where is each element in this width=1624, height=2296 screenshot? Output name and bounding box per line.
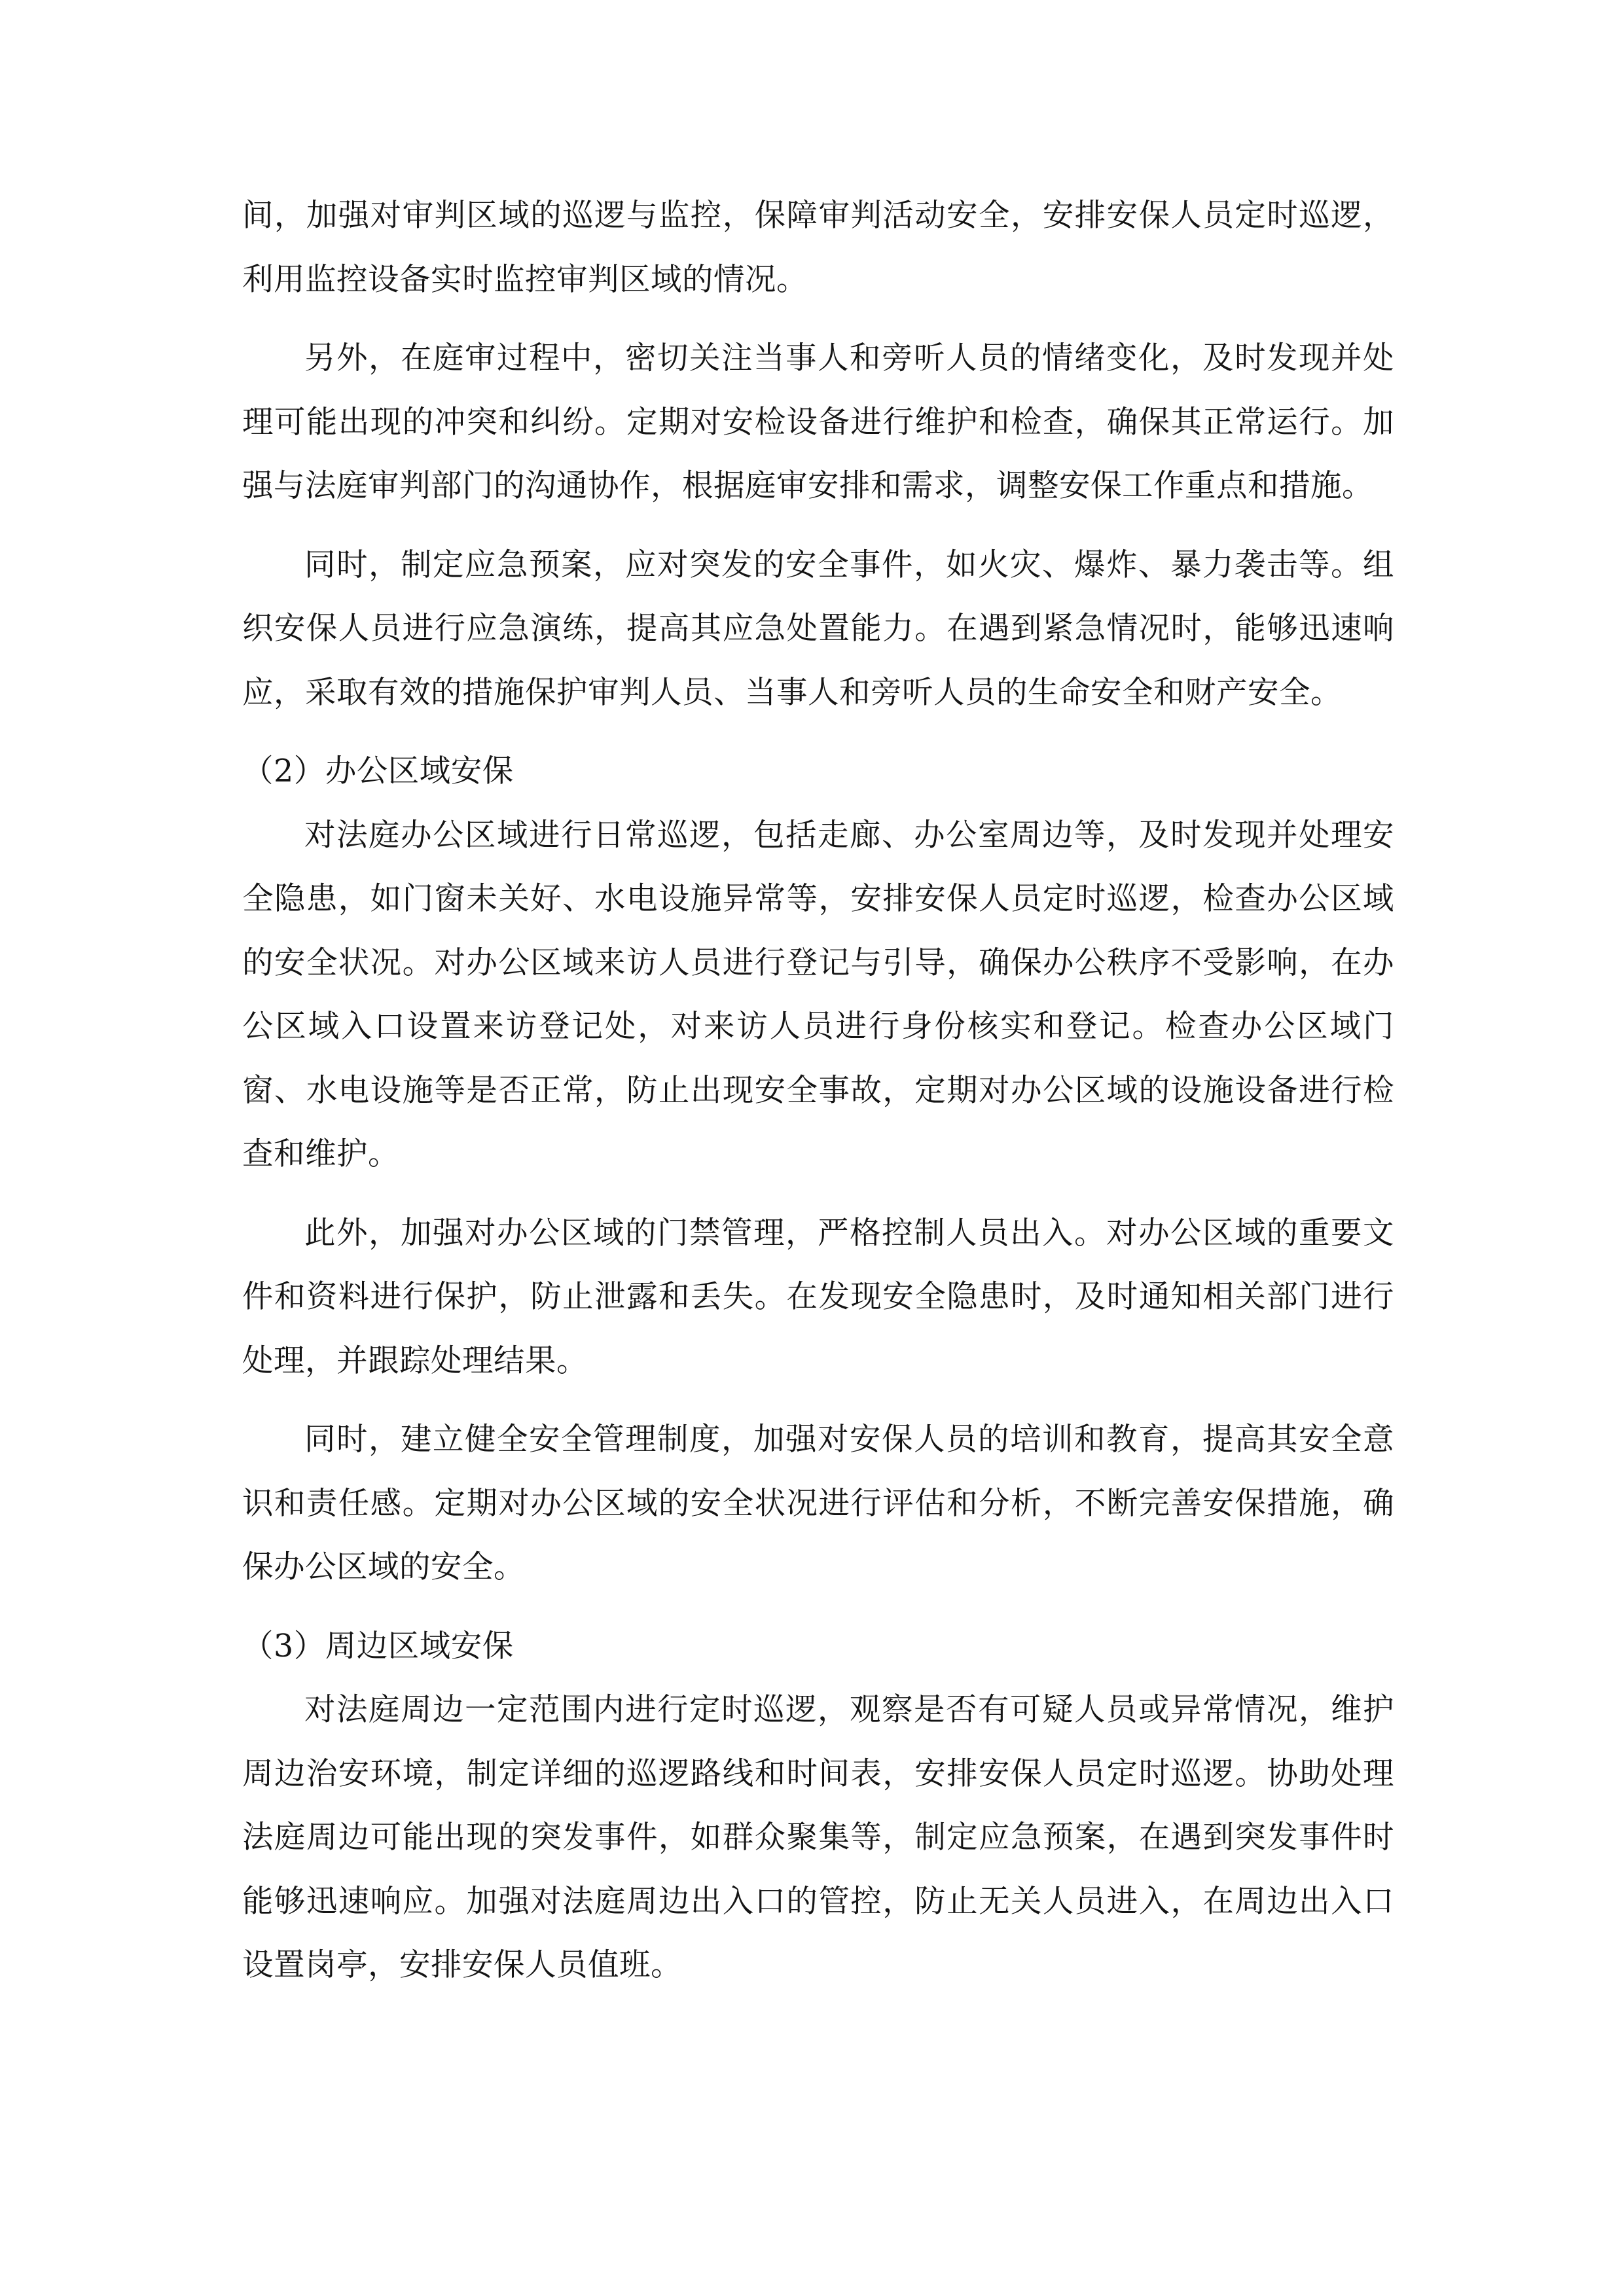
paragraph-continuation: 间，加强对审判区域的巡逻与监控，保障审判活动安全，安排安保人员定时巡逻，利用监控设备实时监控审判区域的情况。 [242,198,1394,298]
paragraph-safety-system: 同时，建立健全安全管理制度，加强对安保人员的培训和教育，提高其安全意识和责任感。定期对办公区域的安全状况进行评估和分析，不断完善安保措施，确保办公区域的安全。 [242,1422,1394,1585]
paragraph-emergency-plan: 同时，制定应急预案，应对突发的安全事件，如火灾、爆炸、暴力袭击等。组织安保人员进行应急演练，提高其应急处置能力。在遇到紧急情况时，能够迅速响应，采取有效的措施保护审判人员、当事人和旁听人员的生命安全和财产安全。 [242,547,1394,711]
paragraph-emotion-monitoring: 另外，在庭审过程中，密切关注当事人和旁听人员的情绪变化，及时发现并处理可能出现的冲突和纠纷。定期对安检设备进行维护和检查，确保其正常运行。加强与法庭审判部门的沟通协作，根据庭审安排和需求，调整安保工作重点和措施。 [242,340,1394,504]
document-page [242,184,1394,1998]
section-heading-office-security: （2）办公区域安保 [242,753,514,789]
paragraph-office-patrol: 对法庭办公区域进行日常巡逻，包括走廊、办公室周边等，及时发现并处理安全隐患，如门窗未关好、水电设施异常等，安排安保人员定时巡逻，检查办公区域的安全状况。对办公区域来访人员进行登记与引导，确保办公秩序不受影响，在办公区域入口设置来访登记处，对来访人员进行身份核实和登记。检查办公区域门窗、水电设施等是否正常，防止出现安全事故，定期对办公区域的设施设备进行检查和维护。 [242,817,1394,1172]
paragraph-perimeter-patrol: 对法庭周边一定范围内进行定时巡逻，观察是否有可疑人员或异常情况，维护周边治安环境，制定详细的巡逻路线和时间表，安排安保人员定时巡逻。协助处理法庭周边可能出现的突发事件，如群众聚集等，制定应急预案，在遇到突发事件时能够迅速响应。加强对法庭周边出入口的管控，防止无关人员进入，在周边出入口设置岗亭，安排安保人员值班。 [242,1692,1394,1983]
paragraph-access-control: 此外，加强对办公区域的门禁管理，严格控制人员出入。对办公区域的重要文件和资料进行保护，防止泄露和丢失。在发现安全隐患时，及时通知相关部门进行处理，并跟踪处理结果。 [242,1215,1394,1379]
section-heading-perimeter-security: （3）周边区域安保 [242,1628,514,1664]
